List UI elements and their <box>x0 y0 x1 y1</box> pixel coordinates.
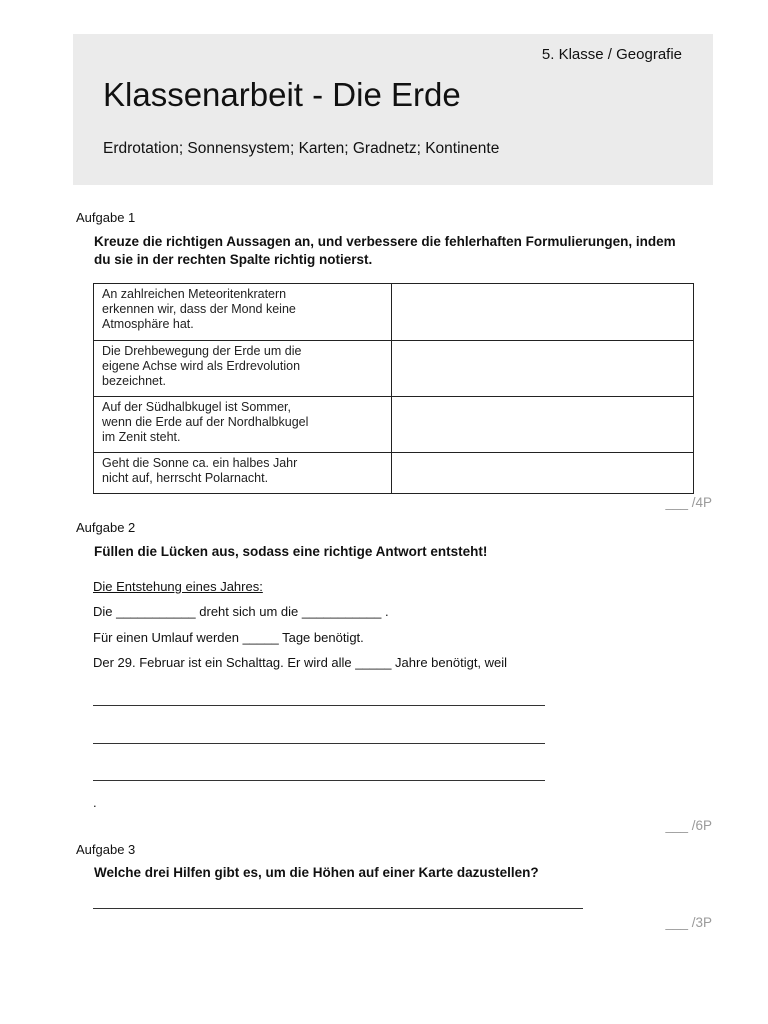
gap-sentence-2[interactable]: Für einen Umlauf werden _____ Tage benötigt. <box>93 630 364 645</box>
statement-cell <box>94 284 392 341</box>
task2-label: Aufgabe 2 <box>76 520 136 535</box>
statement-text: Geht die Sonne ca. ein halbes Jahr nicht auf, herrscht Polarnacht. <box>102 456 298 485</box>
task2-instruction: Füllen die Lücken aus, sodass eine richtige Antwort entsteht! <box>94 544 488 559</box>
header-box <box>73 34 713 185</box>
gap-sentence-3[interactable]: Der 29. Februar ist ein Schalttag. Er wird alle _____ Jahre benötigt, weil <box>93 655 508 670</box>
task1-label: Aufgabe 1 <box>76 210 136 225</box>
answer-line[interactable] <box>93 780 545 781</box>
statement-text: An zahlreichen Meteoritenkratern erkennen wir, dass der Mond keine Atmosphäre hat. <box>102 287 296 331</box>
statement-cell <box>94 397 392 453</box>
gap-sentence-1[interactable]: Die ___________ dreht sich um die ___________ . <box>93 604 389 619</box>
table-row <box>94 284 694 341</box>
table-row <box>94 341 694 397</box>
task3-label: Aufgabe 3 <box>76 842 136 857</box>
statement-text: Auf der Südhalbkugel ist Sommer, wenn die Erde auf der Nordhalbkugel im Zenit steht. <box>102 400 309 444</box>
table-row <box>94 453 694 494</box>
answer-line[interactable] <box>93 908 583 909</box>
page-title: Klassenarbeit - Die Erde <box>103 76 461 113</box>
table-row <box>94 397 694 453</box>
task1-points[interactable]: ___ /4P <box>665 495 712 510</box>
correction-cell[interactable] <box>392 284 694 341</box>
answer-line[interactable] <box>93 705 545 706</box>
task2-points[interactable]: ___ /6P <box>665 818 712 833</box>
grade-subject-label: 5. Klasse / Geografie <box>541 46 682 63</box>
correction-cell[interactable] <box>392 397 694 453</box>
correction-cell[interactable] <box>392 341 694 397</box>
task1-instruction: Kreuze die richtigen Aussagen an, und verbessere die fehlerhaften Formulierungen, indem du sie in der rechten Spalte richtig notierst. <box>94 234 676 267</box>
correction-cell[interactable] <box>392 453 694 494</box>
statement-text: Die Drehbewegung der Erde um die eigene Achse wird als Erdrevolution bezeichnet. <box>102 344 302 388</box>
statements-table <box>93 283 694 494</box>
task3-points[interactable]: ___ /3P <box>665 915 712 930</box>
statement-cell <box>94 453 392 494</box>
statement-cell <box>94 341 392 397</box>
end-period: . <box>93 795 97 810</box>
topics-line: Erdrotation; Sonnensystem; Karten; Gradnetz; Kontinente <box>103 140 500 157</box>
answer-line[interactable] <box>93 743 545 744</box>
task3-instruction: Welche drei Hilfen gibt es, um die Höhen auf einer Karte dazustellen? <box>94 865 539 880</box>
task2-heading: Die Entstehung eines Jahres: <box>93 579 263 594</box>
